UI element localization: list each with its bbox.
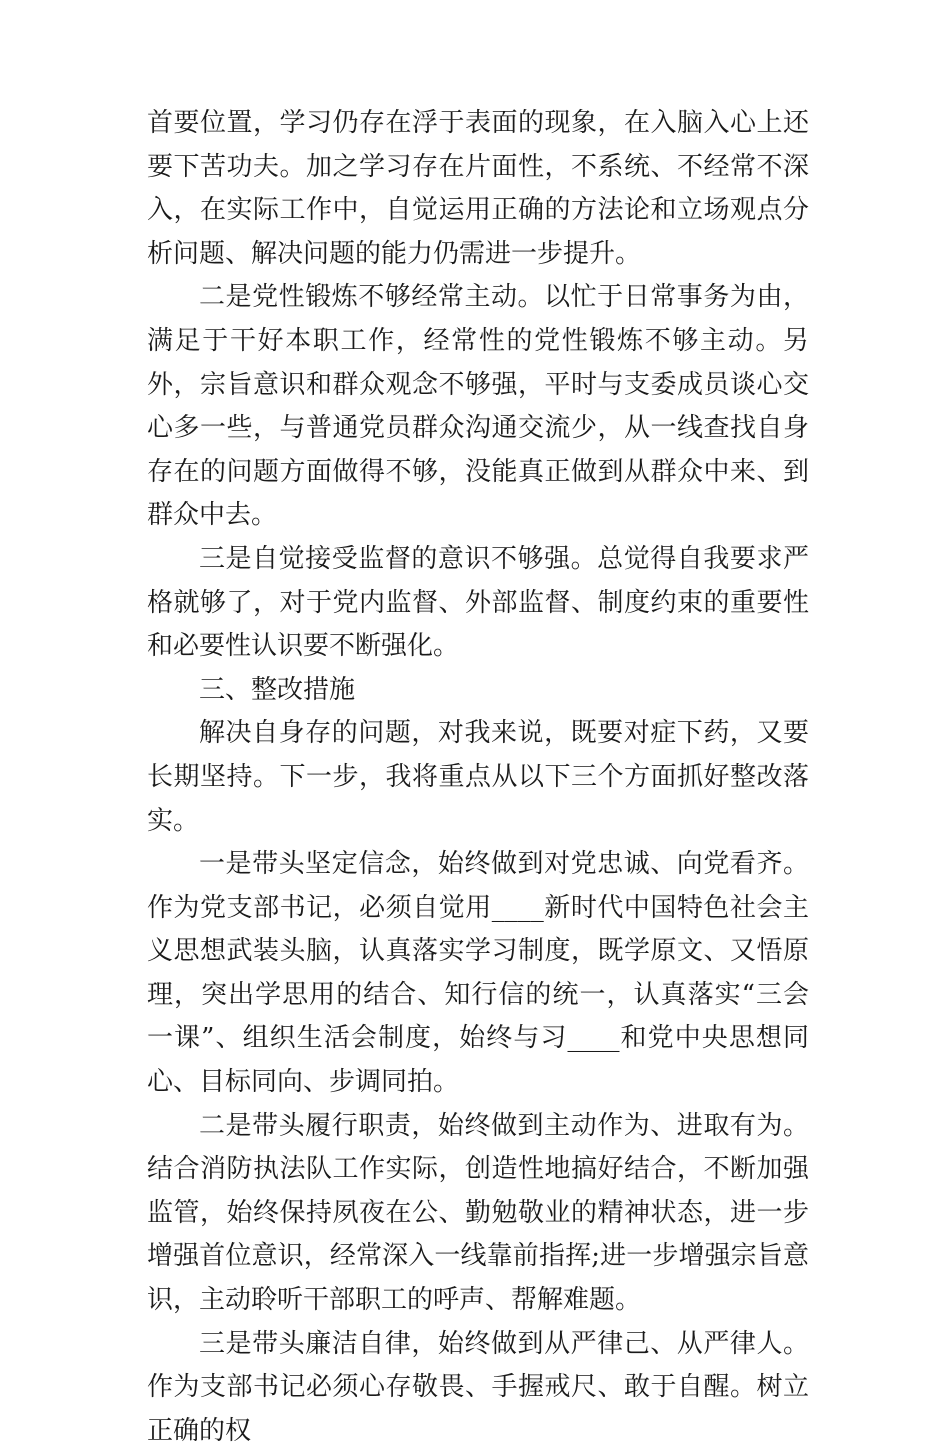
paragraph-belief: 一是带头坚定信念，始终做到对党忠诚、向党看齐。作为党支部书记，必须自觉用____新时代中国特色社会主义思想武装头脑，认真落实学习制度，既学原文、又悟原理，突出学思用的结合、知行信的统一，认真落实“三会一课”、组织生活会制度，始终与习____和党中央思想同心、目标同向、步调同拍。 [147,849,809,1098]
document-body [147,102,809,1453]
paragraph-supervision: 三是自觉接受监督的意识不够强。总觉得自我要求严格就够了，对于党内监督、外部监督、制度约束的重要性和必要性认识要不断强化。 [147,543,809,662]
section-heading-rectification: 三、整改措施 [199,674,356,705]
paragraph-study-issue: 首要位置，学习仍存在浮于表面的现象，在入脑入心上还要下苦功夫。加之学习存在片面性，不系统、不经常不深入，在实际工作中，自觉运用正确的方法论和立场观点分析问题、解决问题的能力仍需进一步提升。 [147,108,809,269]
paragraph-rectification-intro: 解决自身存的问题，对我来说，既要对症下药，又要长期坚持。下一步，我将重点从以下三个方面抓好整改落实。 [147,718,809,836]
paragraph-party-training: 二是党性锻炼不够经常主动。以忙于日常事务为由，满足于干好本职工作，经常性的党性锻炼不够主动。另外，宗旨意识和群众观念不够强，平时与支委成员谈心交心多一些，与普通党员群众沟通交流少，从一线查找自身存在的问题方面做得不够，没能真正做到从群众中来、到群众中去。 [147,282,809,531]
paragraph-integrity: 三是带头廉洁自律，始终做到从严律己、从严律人。作为支部书记必须心存敬畏、手握戒尺、敢于自醒。树立正确的权 [147,1328,809,1446]
paragraph-duty: 二是带头履行职责，始终做到主动作为、进取有为。结合消防执法队工作实际，创造性地搞好结合，不断加强监管，始终保持夙夜在公、勤勉敬业的精神状态，进一步增强首位意识，经常深入一线靠前指挥;进一步增强宗旨意识，主动聆听干部职工的呼声、帮解难题。 [147,1110,809,1316]
